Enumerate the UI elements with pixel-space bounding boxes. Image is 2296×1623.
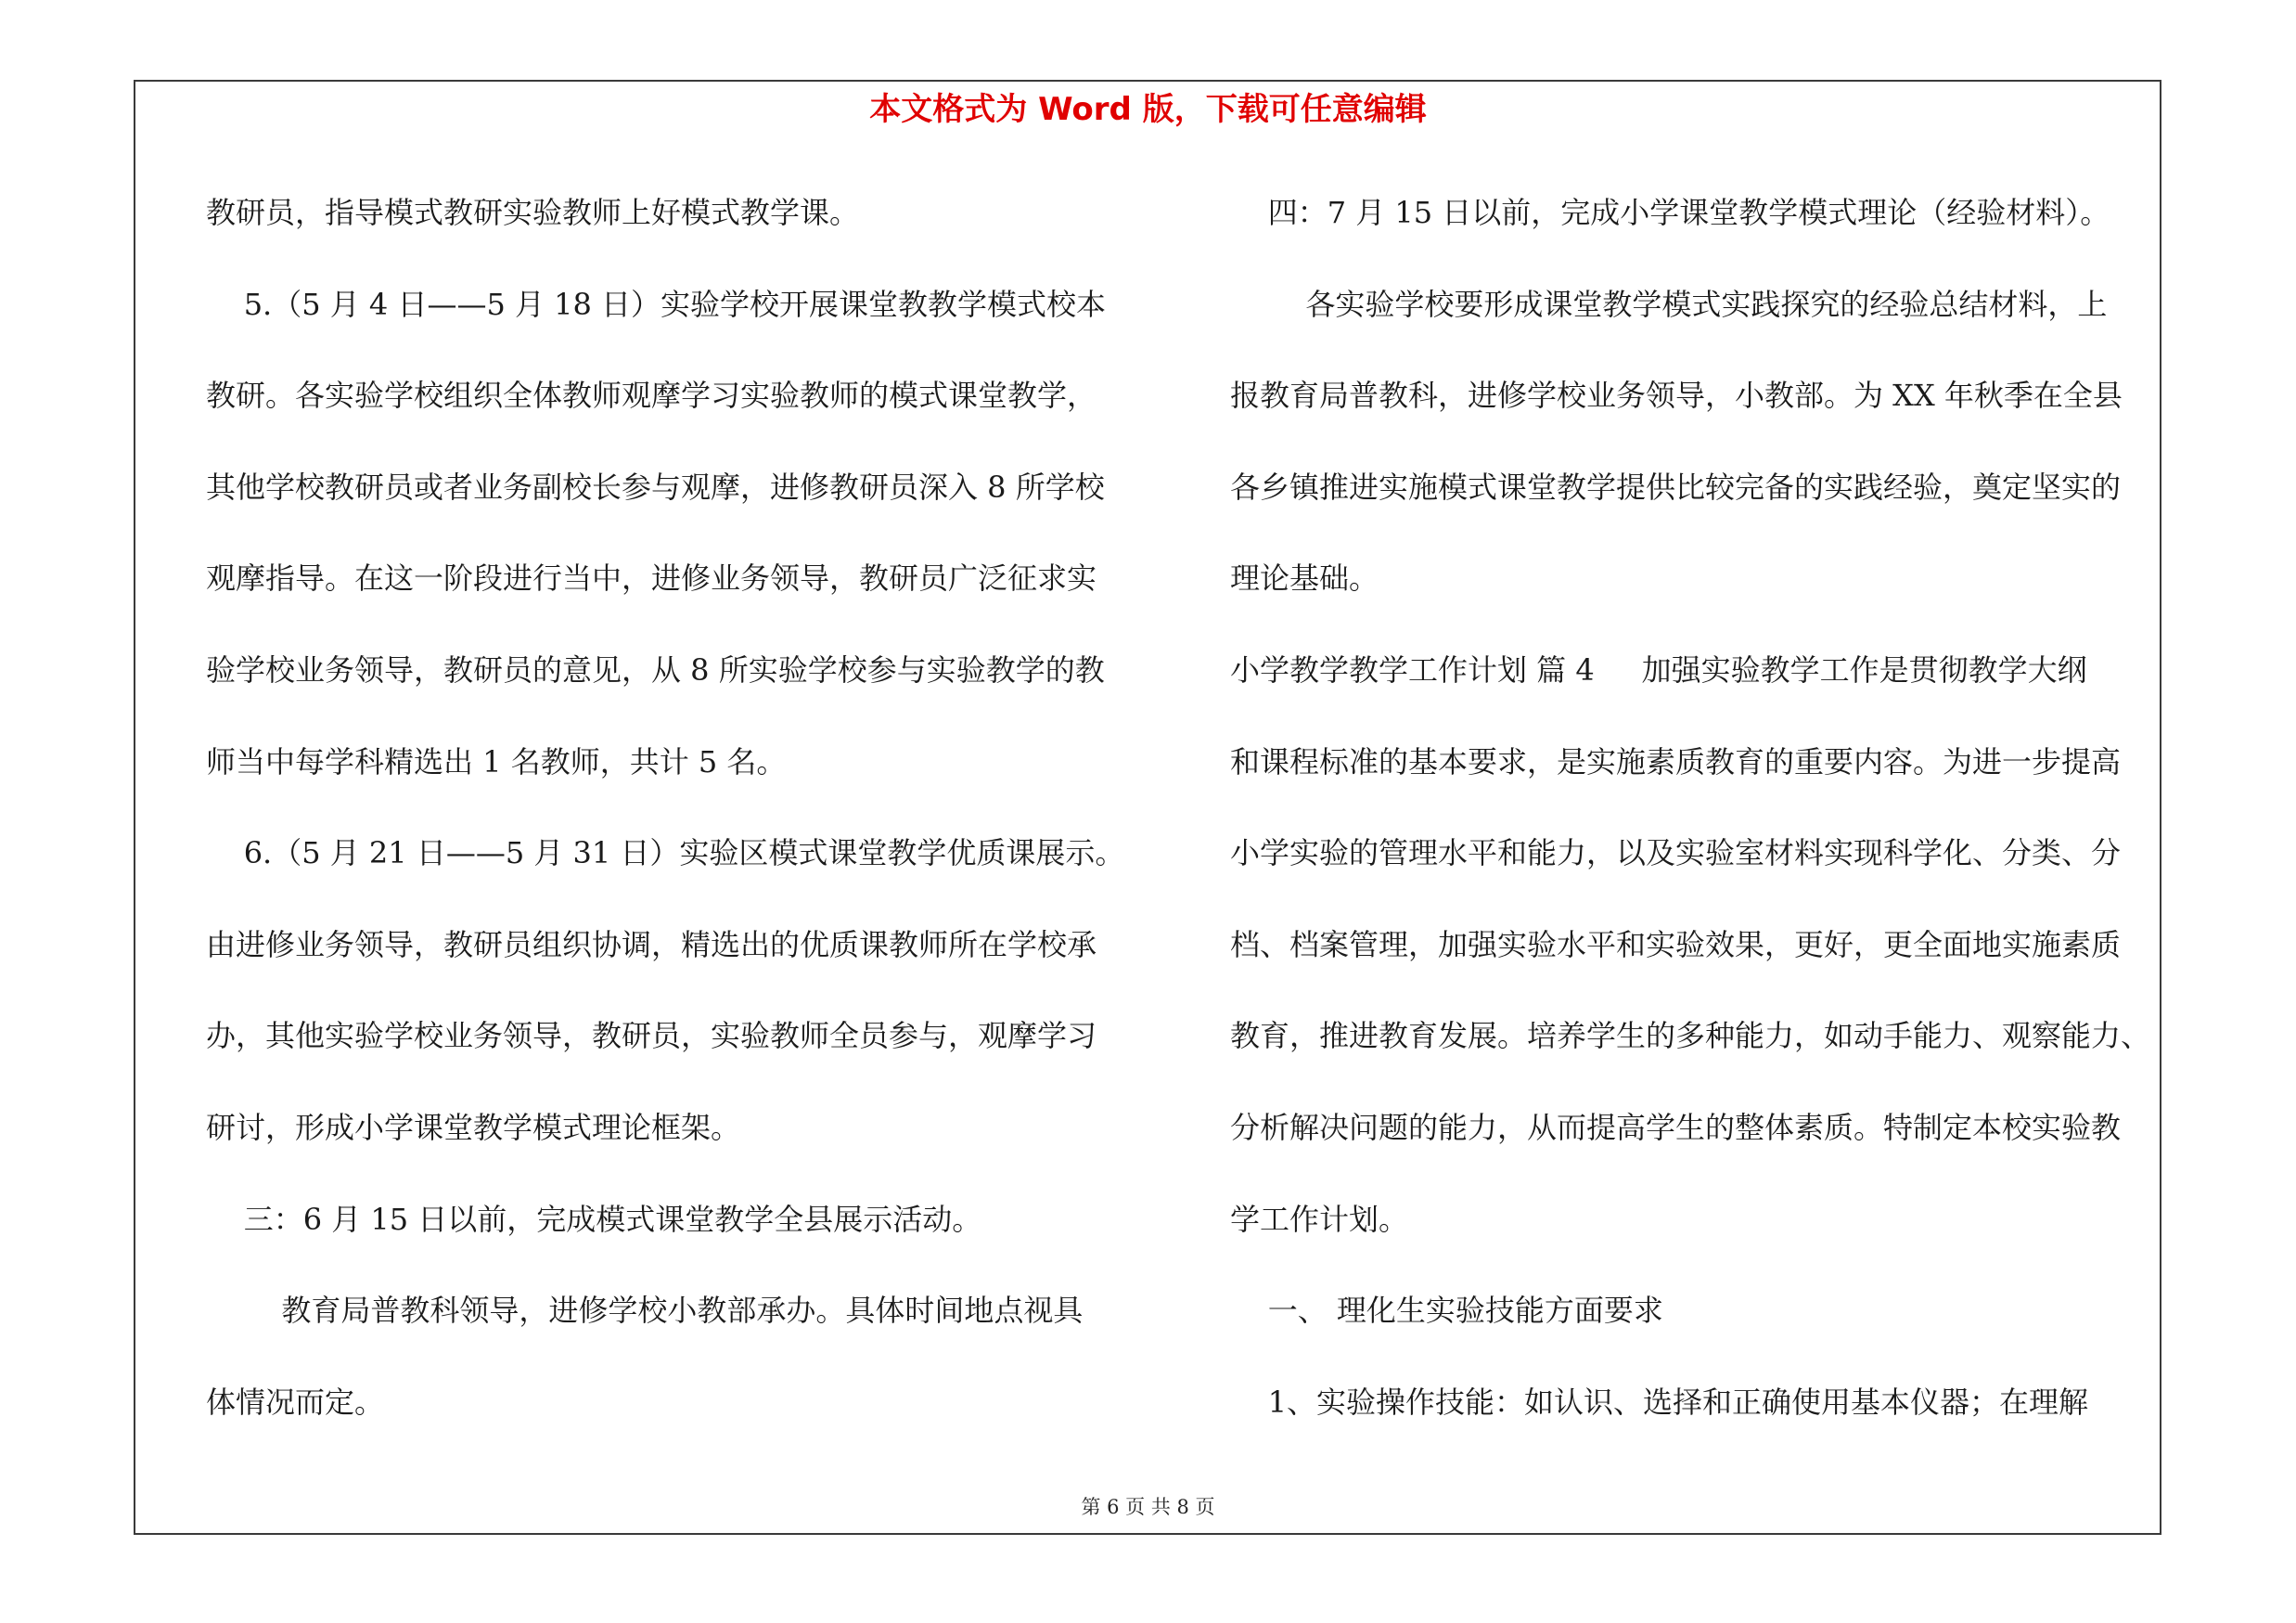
text-line: 观摩指导。在这一阶段进行当中，进修业务领导，教研员广泛征求实 [206, 560, 1097, 597]
page-number: 第 6 页 共 8 页 [1081, 1496, 1215, 1518]
text-line: 一、 理化生实验技能方面要求 [1230, 1293, 1663, 1329]
text-line: 师当中每学科精选出 1 名教师，共计 5 名。 [206, 743, 787, 779]
right-text-column [1230, 188, 2158, 1469]
text-line: 三：6 月 15 日以前，完成模式课堂教学全县展示活动。 [206, 1201, 982, 1237]
text-line: 教育局普教科领导，进修学校小教部承办。具体时间地点视具 [206, 1293, 1084, 1329]
text-line: 研讨，形成小学课堂教学模式理论框架。 [206, 1109, 741, 1145]
text-line: 各乡镇推进实施模式课堂教学提供比较完备的实践经验，奠定坚实的 [1230, 469, 2122, 505]
text-line: 教研。各实验学校组织全体教师观摩学习实验教师的模式课堂教学， [206, 378, 1097, 414]
word-format-notice: 本文格式为 Word 版，下载可任意编辑 [869, 91, 1427, 128]
text-line: 教育，推进教育发展。培养学生的多种能力，如动手能力、观察能力、 [1230, 1018, 2151, 1054]
text-line: 办，其他实验学校业务领导，教研员，实验教师全员参与，观摩学习 [206, 1018, 1097, 1054]
text-line: 学工作计划。 [1230, 1201, 1409, 1237]
text-line: 验学校业务领导，教研员的意见，从 8 所实验学校参与实验教学的教 [206, 651, 1105, 688]
text-line: 6.（5 月 21 日——5 月 31 日）实验区模式课堂教学优质课展示。 [206, 835, 1125, 871]
text-line: 由进修业务领导，教研员组织协调，精选出的优质课教师所在学校承 [206, 926, 1097, 962]
text-line: 分析解决问题的能力，从而提高学生的整体素质。特制定本校实验教 [1230, 1109, 2122, 1145]
text-line: 和课程标准的基本要求，是实施素质教育的重要内容。为进一步提高 [1230, 743, 2122, 779]
text-line: 四：7 月 15 日以前，完成小学课堂教学模式理论（经验材料）。 [1230, 195, 2110, 230]
text-line: 1、实验操作技能：如认识、选择和正确使用基本仪器；在理解 [1230, 1384, 2089, 1420]
text-line: 其他学校教研员或者业务副校长参与观摩，进修教研员深入 8 所学校 [206, 469, 1105, 505]
text-line: 小学实验的管理水平和能力，以及实验室材料实现科学化、分类、分 [1230, 835, 2122, 871]
text-line: 5.（5 月 4 日——5 月 18 日）实验学校开展课堂教教学模式校本 [206, 286, 1107, 322]
text-line: 报教育局普教科，进修学校业务领导，小教部。为 XX 年秋季在全县 [1230, 378, 2123, 414]
text-line: 体情况而定。 [206, 1384, 385, 1420]
text-line: 教研员，指导模式教研实验教师上好模式教学课。 [206, 195, 860, 230]
left-text-column [206, 188, 1143, 1469]
text-line: 各实验学校要形成课堂教学模式实践探究的经验总结材料，上 [1230, 286, 2108, 322]
text-line: 档、档案管理，加强实验水平和实验效果，更好，更全面地实施素质 [1230, 926, 2122, 962]
text-line: 小学教学教学工作计划 篇 4 加强实验教学工作是贯彻教学大纲 [1230, 651, 2087, 688]
text-line: 理论基础。 [1230, 560, 1379, 597]
